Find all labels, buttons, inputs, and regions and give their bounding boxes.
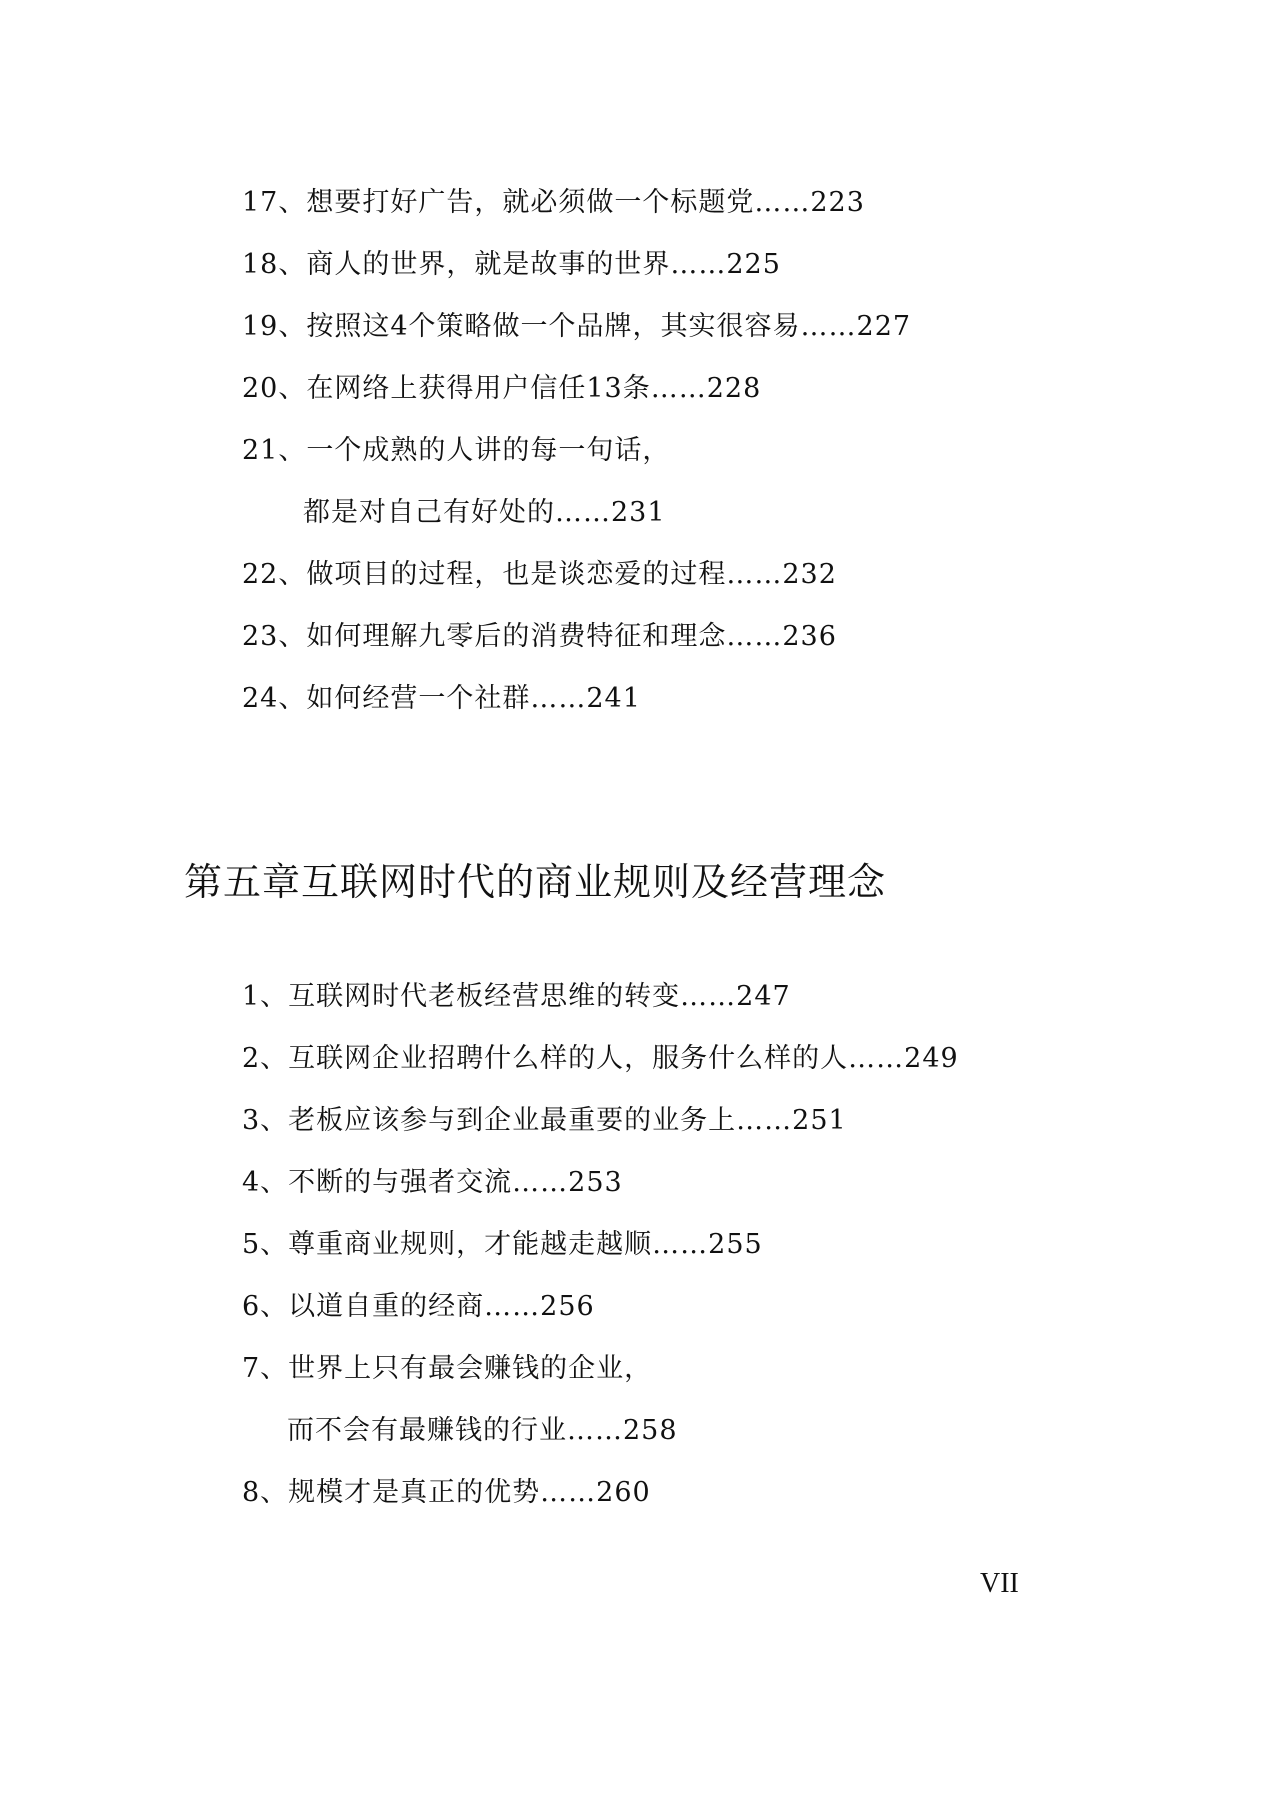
toc-entry-22: 22、做项目的过程，也是谈恋爱的过程……232 <box>242 559 837 590</box>
toc-entry-24: 24、如何经营一个社群……241 <box>242 683 641 714</box>
chapter-title: 第五章互联网时代的商业规则及经营理念 <box>184 860 887 904</box>
toc-entry-21-continued: 都是对自己有好处的……231 <box>303 497 666 528</box>
toc-entry-19: 19、按照这4个策略做一个品牌，其实很容易……227 <box>242 311 912 342</box>
toc-entry-ch5-7-continued: 而不会有最赚钱的行业……258 <box>287 1415 678 1446</box>
toc-entry-ch5-5: 5、尊重商业规则，才能越走越顺……255 <box>242 1229 763 1260</box>
toc-entry-ch5-4: 4、不断的与强者交流……253 <box>242 1167 623 1198</box>
toc-entry-20: 20、在网络上获得用户信任13条……228 <box>242 373 762 404</box>
toc-entry-ch5-6: 6、以道自重的经商……256 <box>242 1291 595 1322</box>
toc-entry-21: 21、一个成熟的人讲的每一句话， <box>242 435 671 466</box>
page-number: VII <box>980 1568 1019 1599</box>
toc-entry-ch5-8: 8、规模才是真正的优势……260 <box>242 1477 651 1508</box>
toc-entry-23: 23、如何理解九零后的消费特征和理念……236 <box>242 621 837 652</box>
toc-entry-17: 17、想要打好广告，就必须做一个标题党……223 <box>242 187 865 218</box>
toc-entry-ch5-1: 1、互联网时代老板经营思维的转变……247 <box>242 981 791 1012</box>
toc-entry-18: 18、商人的世界，就是故事的世界……225 <box>242 249 781 280</box>
toc-entry-ch5-3: 3、老板应该参与到企业最重要的业务上……251 <box>242 1105 847 1136</box>
toc-entry-ch5-2: 2、互联网企业招聘什么样的人，服务什么样的人……249 <box>242 1043 959 1074</box>
toc-entry-ch5-7: 7、世界上只有最会赚钱的企业， <box>242 1353 653 1384</box>
